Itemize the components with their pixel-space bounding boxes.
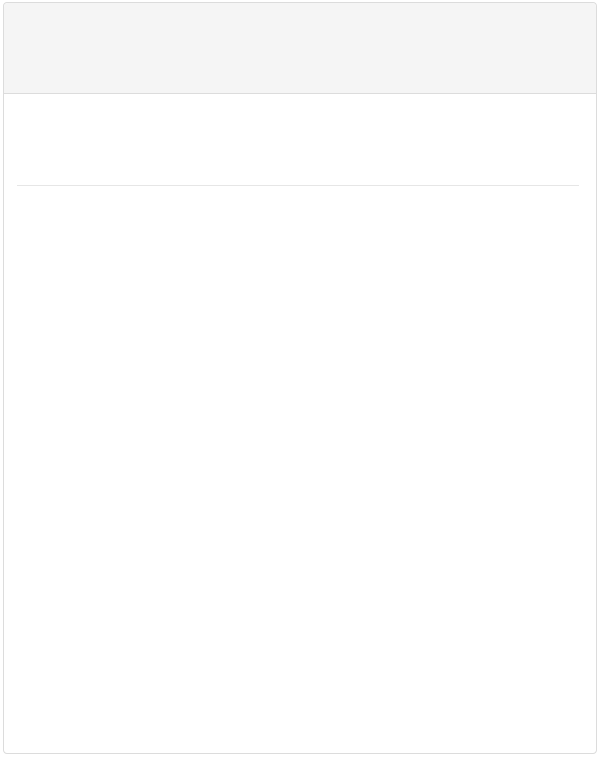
section-divider — [17, 185, 579, 186]
lot-card — [3, 2, 597, 754]
lot-header — [4, 3, 596, 94]
northern-gold-logo — [488, 130, 580, 164]
